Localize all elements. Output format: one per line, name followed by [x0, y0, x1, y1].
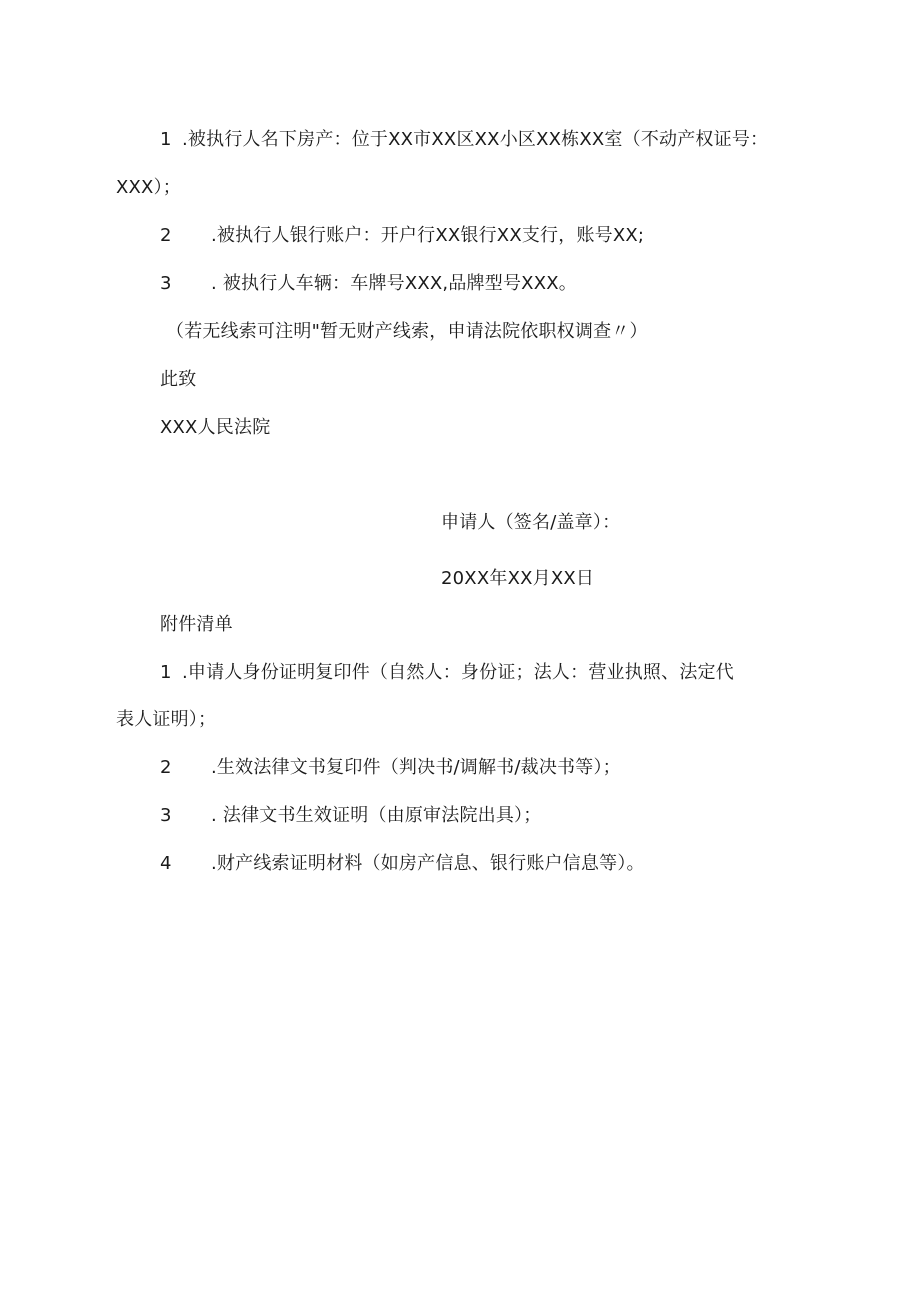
clue-item-1-text: .被执行人名下房产：位于XX市XX区XX小区XX栋XX室（不动产权证号： — [182, 129, 769, 150]
attachment-item-4 — [160, 852, 645, 876]
applicant-signature: 申请人（签名/盖章）： — [441, 512, 621, 533]
attachment-item-1-line-2: 表人证明）； — [116, 709, 217, 730]
clue-item-1-line-2: XXX）； — [116, 177, 181, 198]
clue-note: （若无线索可注明"暂无财产线索，申请法院依职权调查〃） — [166, 321, 648, 342]
clue-item-2-text: .被执行人银行账户：开户行XX银行XX支行，账号XX; — [211, 225, 645, 246]
attachment-item-3-text: . 法律文书生效证明（由原审法院出具）； — [211, 805, 542, 826]
salutation: 此致 — [160, 369, 197, 390]
attachment-item-2 — [160, 756, 621, 780]
clue-item-3 — [160, 272, 577, 296]
attachments-title: 附件清单 — [160, 614, 233, 635]
court-name: XXX人民法院 — [160, 417, 271, 438]
attachment-item-2-text: .生效法律文书复印件（判决书/调解书/裁决书等）； — [211, 757, 621, 778]
clue-item-3-number: 3 — [160, 273, 172, 294]
clue-item-1-line-1 — [160, 128, 768, 152]
signature-date: 20XX年XX月XX日 — [441, 568, 595, 589]
attachment-item-1-line-1 — [160, 661, 734, 685]
attachment-item-2-number: 2 — [160, 757, 172, 778]
clue-item-3-text: . 被执行人车辆：车牌号XXX,品牌型号XXX。 — [211, 273, 577, 294]
clue-item-2-number: 2 — [160, 225, 172, 246]
attachment-item-4-text: .财产线索证明材料（如房产信息、银行账户信息等）。 — [211, 853, 645, 874]
attachment-item-3 — [160, 804, 541, 828]
attachment-item-3-number: 3 — [160, 805, 172, 826]
attachment-item-1-text: .申请人身份证明复印件（自然人：身份证；法人：营业执照、法定代 — [182, 662, 734, 683]
clue-item-1-number: 1 — [160, 129, 172, 150]
clue-item-2 — [160, 224, 644, 248]
attachment-item-4-number: 4 — [160, 853, 172, 874]
attachment-item-1-number: 1 — [160, 662, 172, 683]
